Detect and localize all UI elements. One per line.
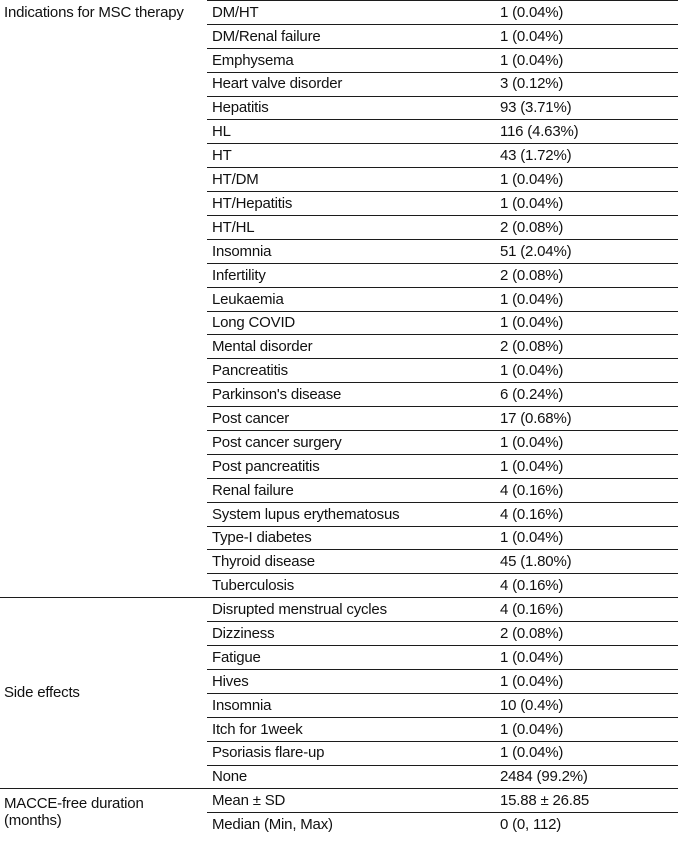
value-cell: 2484 (99.2%): [500, 765, 678, 789]
item-cell: Dizziness: [207, 622, 500, 646]
item-cell: Type-I diabetes: [207, 526, 500, 550]
value-cell: 2 (0.08%): [500, 263, 678, 287]
item-cell: Infertility: [207, 263, 500, 287]
value-cell: 93 (3.71%): [500, 96, 678, 120]
value-cell: 4 (0.16%): [500, 574, 678, 598]
item-cell: HT/DM: [207, 168, 500, 192]
value-cell: 0 (0, 112): [500, 816, 562, 834]
table-row: [0, 598, 678, 622]
item-cell: Leukaemia: [207, 287, 500, 311]
value-cell: 1 (0.04%): [500, 48, 678, 72]
item-cell: Tuberculosis: [207, 574, 500, 598]
item-cell: None: [207, 765, 500, 789]
item-cell: Long COVID: [207, 311, 500, 335]
value-cell: 1 (0.04%): [500, 454, 678, 478]
value-cell: 1 (0.04%): [500, 646, 678, 670]
item-cell: Insomnia: [207, 693, 500, 717]
item-cell: DM/Renal failure: [207, 24, 500, 48]
value-cell: 1 (0.04%): [500, 431, 678, 455]
item-cell: Itch for 1week: [207, 717, 500, 741]
value-cell: 1 (0.04%): [500, 311, 678, 335]
item-cell: Emphysema: [207, 48, 500, 72]
value-cell: 1 (0.04%): [500, 192, 678, 216]
value-cell: 1 (0.04%): [500, 1, 678, 25]
item-cell: Post cancer surgery: [207, 431, 500, 455]
item-cell: Post pancreatitis: [207, 454, 500, 478]
table-row: [0, 789, 678, 813]
item-cell: Hepatitis: [207, 96, 500, 120]
item-cell: Pancreatitis: [207, 359, 500, 383]
value-cell: 1 (0.04%): [500, 24, 678, 48]
item-cell: Mean ± SD: [207, 789, 500, 813]
value-cell: 2 (0.08%): [500, 622, 678, 646]
item-cell: System lupus erythematosus: [207, 502, 500, 526]
value-cell: 2 (0.08%): [500, 216, 678, 240]
section-label: Side effects: [0, 598, 207, 789]
item-cell: Psoriasis flare-up: [207, 741, 500, 765]
value-cell: 51 (2.04%): [500, 239, 678, 263]
item-cell: DM/HT: [207, 1, 500, 25]
table-body: [0, 1, 678, 837]
value-cell: 1 (0.04%): [500, 287, 678, 311]
item-cell: Heart valve disorder: [207, 72, 500, 96]
value-cell: 1 (0.04%): [500, 669, 678, 693]
item-cell: HL: [207, 120, 500, 144]
section-label: Indications for MSC therapy: [0, 1, 207, 598]
item-cell: Mental disorder: [207, 335, 500, 359]
section-label: MACCE-free duration (months): [4, 795, 144, 829]
value-cell: 1 (0.04%): [500, 526, 678, 550]
value-cell: 4 (0.16%): [500, 598, 678, 622]
value-cell: 10 (0.4%): [500, 693, 678, 717]
item-cell: Median (Min, Max): [212, 816, 333, 834]
item-cell: HT/Hepatitis: [207, 192, 500, 216]
value-cell: 3 (0.12%): [500, 72, 678, 96]
value-cell: 1 (0.04%): [500, 717, 678, 741]
value-cell: 1 (0.04%): [500, 359, 678, 383]
value-cell: 116 (4.63%): [500, 120, 678, 144]
item-cell: Fatigue: [207, 646, 500, 670]
value-cell: 4 (0.16%): [500, 478, 678, 502]
value-cell: 4 (0.16%): [500, 502, 678, 526]
item-cell: Parkinson's disease: [207, 383, 500, 407]
item-cell: Post cancer: [207, 407, 500, 431]
value-cell: 2 (0.08%): [500, 335, 678, 359]
table-row: [0, 1, 678, 25]
value-cell: 1 (0.04%): [500, 168, 678, 192]
item-cell: HT: [207, 144, 500, 168]
item-cell: Insomnia: [207, 239, 500, 263]
item-cell: Disrupted menstrual cycles: [207, 598, 500, 622]
item-cell: HT/HL: [207, 216, 500, 240]
value-cell: 43 (1.72%): [500, 144, 678, 168]
value-cell: 15.88 ± 26.85: [500, 789, 678, 813]
item-cell: Hives: [207, 669, 500, 693]
value-cell: 1 (0.04%): [500, 741, 678, 765]
value-cell: 45 (1.80%): [500, 550, 678, 574]
item-cell: Renal failure: [207, 478, 500, 502]
value-cell: 17 (0.68%): [500, 407, 678, 431]
value-cell: 6 (0.24%): [500, 383, 678, 407]
item-cell: Thyroid disease: [207, 550, 500, 574]
